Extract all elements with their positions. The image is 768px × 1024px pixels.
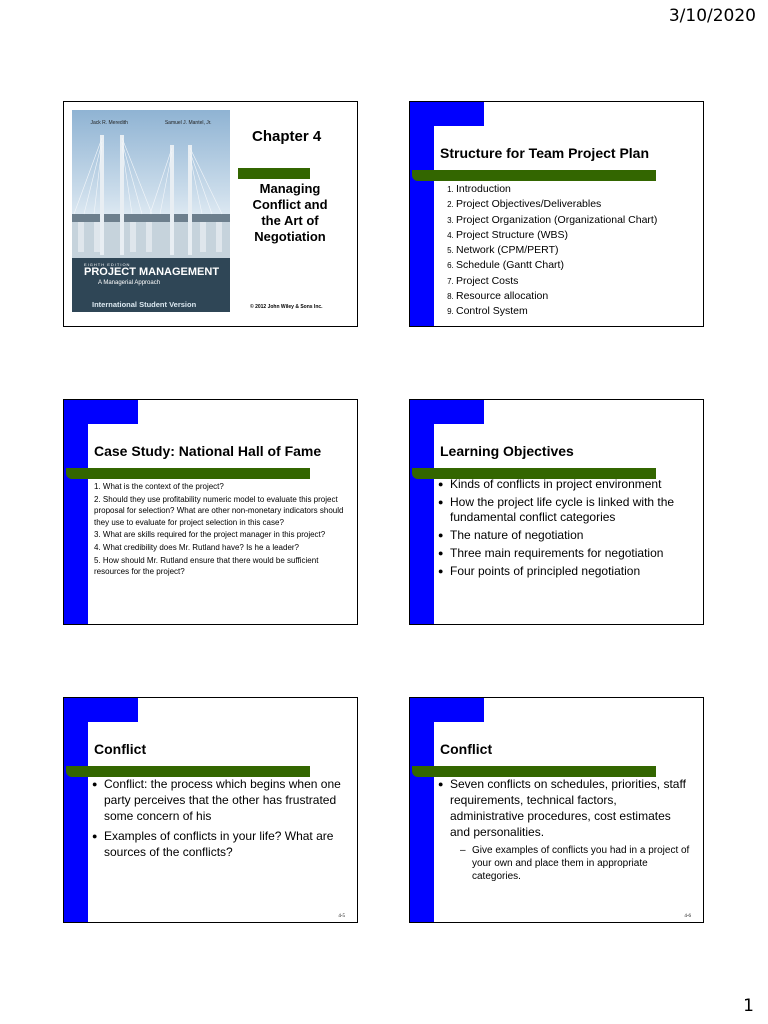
slide-title: Conflict	[440, 741, 493, 757]
slide-title: Structure for Team Project Plan	[440, 145, 650, 161]
slide-number: 4-6	[684, 914, 691, 919]
bullet-item: ● How the project life cycle is linked with the fundamental conflict categories	[438, 495, 700, 525]
list-item: 8. Resource allocation	[456, 289, 657, 304]
cover-subtitle: A Managerial Approach	[98, 280, 161, 286]
cover-author-2: Samuel J. Mantel, Jr.	[164, 120, 212, 126]
objectives-list	[438, 477, 700, 582]
blue-accent-side	[410, 698, 434, 922]
bullet-item: ● Seven conflicts on schedules, priorities, staff requirements, technical factors, administrative procedures, cost estimates and personalities. – Give examples of conflicts you had in a project of your own and place them in appropriate categories.	[438, 776, 693, 883]
list-item: 7. Project Costs	[456, 274, 657, 289]
questions-list	[94, 481, 349, 579]
print-date: 3/10/2020	[668, 6, 756, 26]
slide-title: Learning Objectives	[440, 443, 574, 459]
question: 5. How should Mr. Rutland ensure that there would be sufficient resources for the project?	[94, 555, 319, 577]
slide-title: Conflict	[94, 741, 147, 757]
question: 4. What credibility does Mr. Rutland have? Is he a leader?	[94, 542, 299, 552]
bullet-item: ● Three main requirements for negotiation	[438, 546, 700, 561]
green-bar	[66, 468, 310, 479]
bullet-item: ● Conflict: the process which begins when one party perceives that the other has frustrated some concern of his	[92, 776, 347, 824]
page-number: 1	[743, 996, 754, 1016]
bullet-item: ● Four points of principled negotiation	[438, 564, 700, 579]
cover-title: PROJECT MANAGEMENT	[84, 266, 220, 278]
slide-2-structure	[409, 101, 704, 327]
bridge-illustration	[72, 110, 230, 260]
green-bar	[412, 170, 656, 181]
slide-5-conflict	[63, 697, 358, 923]
green-bar	[238, 168, 310, 179]
conflict-bullets	[92, 776, 347, 863]
question: 3. What are skills required for the project manager in this project?	[94, 530, 326, 540]
list-item: 4. Project Structure (WBS)	[456, 228, 657, 243]
cover-author-1: Jack R. Meredith	[90, 120, 128, 126]
sub-bullet-item: – Give examples of conflicts you had in a project of your own and place them in appropriate categories.	[460, 844, 693, 883]
slide-number: 4-5	[338, 914, 345, 919]
blue-accent-side	[410, 102, 434, 326]
question: 1. What is the context of the project?	[94, 482, 224, 491]
plan-items-list	[440, 182, 657, 320]
chapter-title: Chapter 4	[252, 128, 322, 145]
chapter-subtitle: Managing Conflict and the Art of Negotiation	[252, 181, 328, 244]
blue-accent-side	[410, 400, 434, 624]
question: 2. Should they use profitability numeric model to evaluate this project proposal for selection? What are other non-monetary indicators should they use to evaluate for project selection in this case?	[94, 494, 344, 527]
book-cover-image	[72, 110, 230, 312]
blue-accent-side	[64, 698, 88, 922]
list-item: 6. Schedule (Gantt Chart)	[456, 258, 657, 273]
slide-title: Case Study: National Hall of Fame	[94, 443, 322, 459]
sub-bullets	[460, 844, 693, 883]
list-item: 1. Introduction	[456, 182, 657, 197]
bullet-item: ● Examples of conflicts in your life? What are sources of the conflicts?	[92, 828, 347, 860]
slide-3-case-study	[63, 399, 358, 625]
bullet-item: ● Kinds of conflicts in project environment	[438, 477, 700, 492]
cover-edition: EIGHTH EDITION	[84, 262, 131, 267]
list-item: 9. Control System	[456, 304, 657, 319]
cover-version: International Student Version	[92, 300, 197, 309]
bullet-item: ● The nature of negotiation	[438, 528, 700, 543]
slide-4-learning-objectives	[409, 399, 704, 625]
conflict-bullets	[438, 776, 693, 886]
list-item: 2. Project Objectives/Deliverables	[456, 197, 657, 212]
blue-accent-side	[64, 400, 88, 624]
list-item: 3. Project Organization (Organizational Chart)	[456, 213, 657, 228]
list-item: 5. Network (CPM/PERT)	[456, 243, 657, 258]
slide-1-title	[63, 101, 358, 327]
copyright: © 2012 John Wiley & Sons Inc.	[250, 304, 323, 310]
slide-6-conflict	[409, 697, 704, 923]
